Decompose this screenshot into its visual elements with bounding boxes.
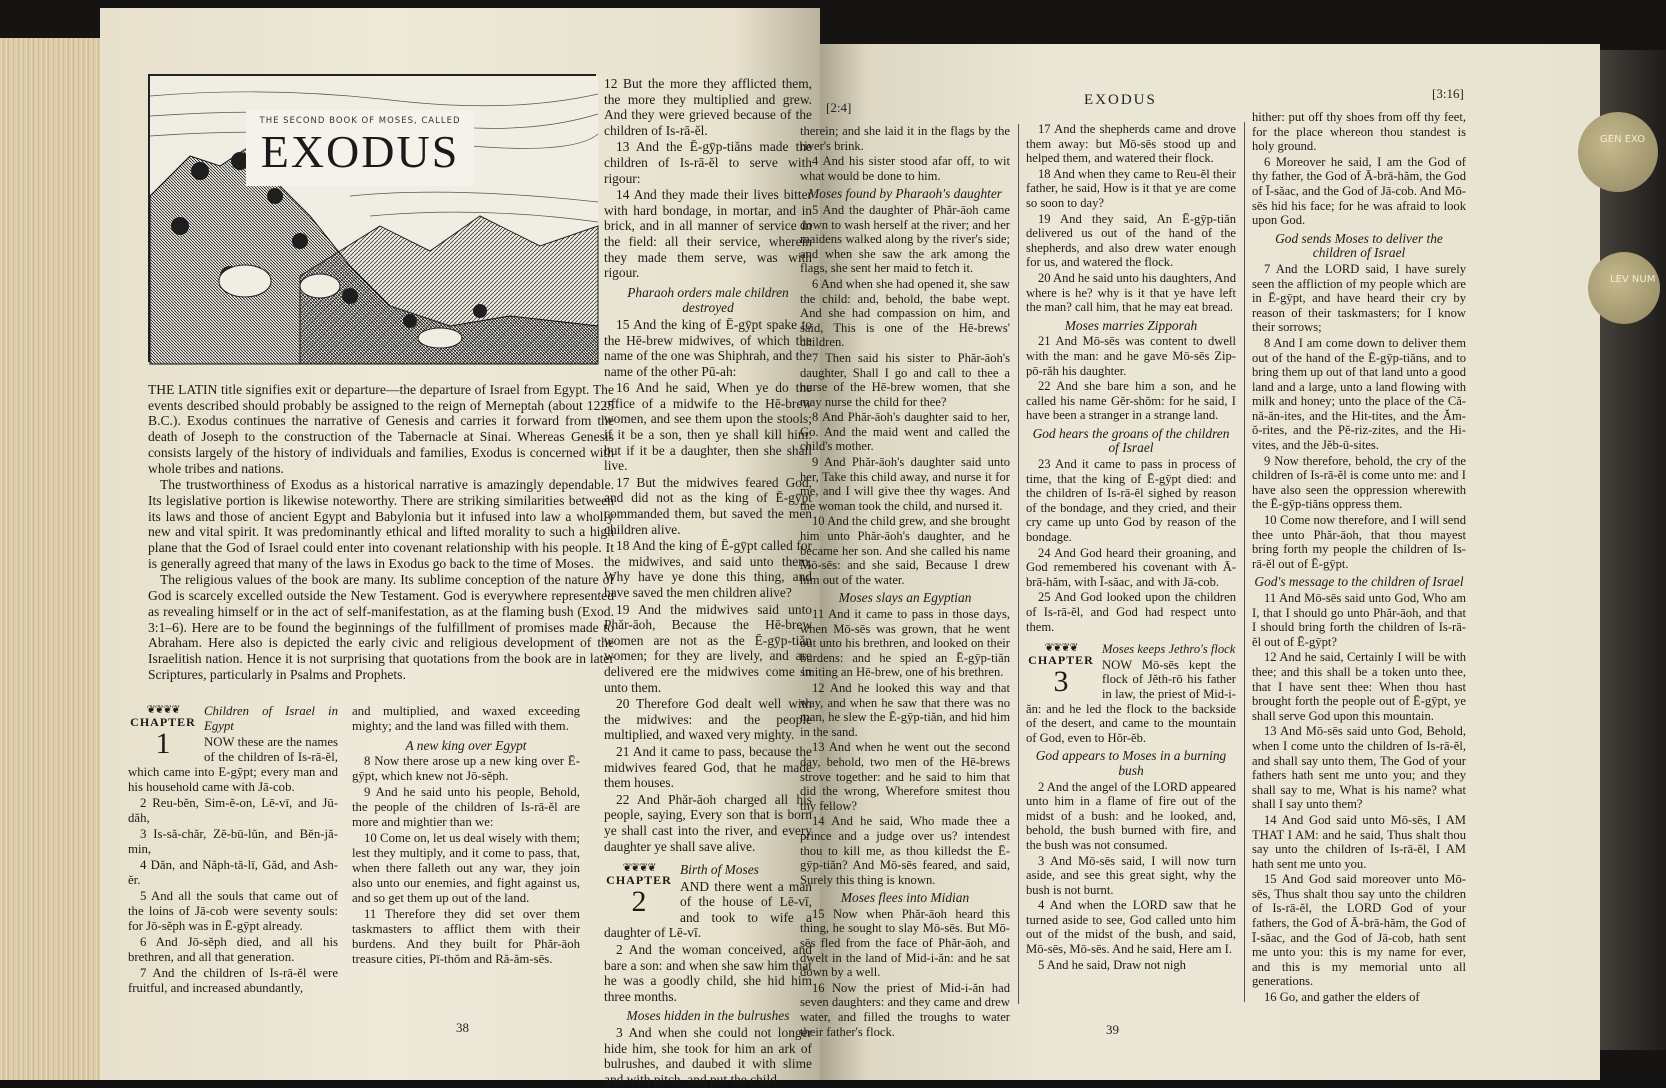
left-page-column-1 xyxy=(128,704,338,997)
left-page-column-2 xyxy=(352,704,580,968)
verse: 19 And the midwives said unto Phăr-āoh, Because the Hē-brew women are not as the Ē-gȳp-tiăn women; for they are lively, and are delivered ere the midwives come in unto them. xyxy=(604,601,812,695)
verse: 16 And he said, When ye do the office of a midwife to the Hē-brew women, and see them upon the stools; if it be a son, then ye shall kill him: but if it be a daughter, then she shall live. xyxy=(604,380,812,474)
verse: NOW Mō-sēs kept the flock of Jĕth-rō his father in law, the priest of Mid-i-ăn: and he led the flock to the backside of the desert, and came to the mountain of God, even to Hŏr-ĕb. xyxy=(1026,657,1236,745)
verse: 12 But the more they afflicted them, the more they multiplied and grew. And they were grieved because of the children of Is-rā-ĕl. xyxy=(604,76,812,138)
verse: 13 And the Ē-gȳp-tiăns made the children of Is-rā-ĕl to serve with rigour: xyxy=(604,139,812,186)
verse: 16 Now the priest of Mid-i-ăn had seven daughters: and they came and drew water, and filled the troughs to water their father's flock. xyxy=(800,980,1010,1039)
verse: 14 And God said unto Mō-sēs, I AM THAT I AM: and he said, Thus shalt thou say unto the children of Is-rā-ĕl, I AM hath sent me unto you. xyxy=(1252,812,1466,871)
running-head: EXODUS xyxy=(1084,92,1157,108)
book-cover-right xyxy=(1590,50,1666,1050)
verse: 22 And Phăr-āoh charged all his people, saying, Every son that is born ye shall cast into the river, and every daughter ye shall save alive. xyxy=(604,791,812,854)
verse: 25 And God looked upon the children of Is-rā-ĕl, and God had respect unto them. xyxy=(1026,590,1236,634)
section-heading: Pharaoh orders male children destroyed xyxy=(627,284,789,316)
verse: 18 And when they came to Reu-ĕl their father, he said, How is it that ye are come so soon to day? xyxy=(1026,166,1236,210)
section-heading: God's message to the children of Israel xyxy=(1254,574,1464,590)
verse: 9 Now therefore, behold, the cry of the children of Is-rā-ĕl is come unto me: and I have also seen the oppression wherewith the Ē-gȳp-tiăns oppress them. xyxy=(1252,453,1466,512)
verse: 11 And Mō-sēs said unto God, Who am I, that I should go unto Phăr-āoh, and that I should bring forth the children of Is-rā-ĕl out of Ē-gȳpt? xyxy=(1252,591,1466,649)
chapter-number: 2 xyxy=(631,885,647,919)
chapter-title: Moses keeps Jethro's flock xyxy=(1102,642,1236,657)
verse: 17 But the midwives feared God, and did not as the king of Ē-gȳpt commanded them, but saved the men children alive. xyxy=(604,474,812,537)
verse: 2 Reu-bĕn, Sim-ĕ-on, Lē-vī, and Jū-dăh, xyxy=(128,796,338,825)
book-title: EXODUS xyxy=(260,126,460,177)
book-title-box xyxy=(246,110,474,186)
chapter-title: Children of Israel in Egypt xyxy=(204,704,338,733)
chapter-ornament: ❦❦❦❦ xyxy=(622,862,656,875)
verse: 19 And they said, An Ē-gȳp-tiăn delivered us out of the hand of the shepherds, and also drew water enough for us, and watered the flock. xyxy=(1026,211,1236,270)
verse: 10 And the child grew, and she brought him unto Phăr-āoh's daughter, and he became her son. And she called his name Mō-sēs: and she said, Because I drew him out of the water. xyxy=(800,514,1010,587)
verse: 21 And Mō-sēs was content to dwell with the man: and he gave Mō-sēs Zip-pō-răh his daughter. xyxy=(1026,334,1236,378)
section-heading: Moses flees into Midian xyxy=(840,890,970,906)
chapter-verse-ref-right: [3:16] xyxy=(1432,86,1464,101)
verse: 23 And it came to pass in process of time, that the king of Ē-gȳpt died: and the children of Is-rā-ĕl sighed by reason of the bondage, and they cried, and their cry came up unto God by reason of the bondage. xyxy=(1026,457,1236,545)
verse: 3 And Mō-sēs said, I will now turn aside, and see this great sight, why the bush is not burnt. xyxy=(1026,853,1236,897)
verse: therein; and she laid it in the flags by the river's brink. xyxy=(800,124,1010,153)
verse: 14 And they made their lives bitter with hard bondage, in mortar, and in brick, and in all manner of service in the field: all their service, wherein they made them serve, was with rigour. xyxy=(604,187,812,281)
section-heading: God hears the groans of the children of Israel xyxy=(1032,425,1230,456)
verse: 17 And the shepherds came and drove them away: but Mō-sēs stood up and helped them, and watered their flock. xyxy=(1026,122,1236,166)
verse: 7 And the LORD said, I have surely seen the affliction of my people which are in Ē-gȳpt, and have heard their cry by reason of their taskmasters; for I know their sorrows; xyxy=(1252,261,1466,335)
verse: and multiplied, and waxed exceeding mighty; and the land was filled with them. xyxy=(352,704,580,733)
verse: 13 And Mō-sēs said unto God, Behold, when I come unto the children of Is-rā-ĕl, and shall say unto them, The God of your fathers hath sent me unto you; and they shall say to me, What is his name? what shall I say unto them? xyxy=(1252,724,1466,812)
chapter-ornament: ❦❦❦❦ xyxy=(146,704,180,716)
page-number-left: 38 xyxy=(456,1020,469,1035)
left-page xyxy=(100,8,820,1087)
right-page-column-3 xyxy=(1252,110,1466,1006)
verse: 13 And when he went out the second day, behold, two men of the Hē-brews strove together: and he said to him that did the wrong, Wherefore smitest thou thy fellow? xyxy=(800,740,1010,813)
chapter-ornament: ❦❦❦❦ xyxy=(1044,642,1078,655)
verse: 4 Dăn, and Năph-tă-lī, Găd, and Ash-ĕr. xyxy=(128,858,338,887)
verse: 20 Therefore God dealt well with the midwives: and the people multiplied, and waxed very mighty. xyxy=(604,696,812,743)
verse: 5 And he said, Draw not nigh xyxy=(1038,957,1186,972)
chapter-3-marker xyxy=(1026,642,1096,697)
verse: 2 And the angel of the LORD appeared unto him in a flame of fire out of the midst of a bush: and he looked, and, behold, the bush burned with fire, and the bush was not consumed. xyxy=(1026,779,1236,852)
verse: 9 And Phăr-āoh's daughter said unto her, Take this child away, and nurse it for me, and I will give thee thy wages. And the woman took the child, and nursed it. xyxy=(800,455,1010,513)
verse: 7 Then said his sister to Phăr-āoh's daughter, Shall I go and call to thee a nurse of the Hē-brew women, that she may nurse the child for thee? xyxy=(800,350,1010,409)
verse: NOW these are the names of the children of Is-rā-ĕl, which came into E-gȳpt; every man and his household came with Jā-cob. xyxy=(128,735,338,794)
verse: 2 And the woman conceived, and bare a son: and when she saw him that he was a goodly child, she hid him three months. xyxy=(604,942,812,1004)
book-introduction xyxy=(148,382,614,683)
verse: 9 And he said unto his people, Behold, the people of the children of Is-rā-ĕl are more and mightier than we: xyxy=(352,785,580,829)
chapter-number: 3 xyxy=(1053,665,1069,699)
verse: 5 And all the souls that came out of the loins of Jā-cob were seventy souls: for Jō-sĕph was in Ē-gȳpt already. xyxy=(128,889,338,933)
right-page xyxy=(800,44,1600,1080)
verse: 20 And he said unto his daughters, And where is he? why is it that ye have left the man? call him, that he may eat bread. xyxy=(1026,270,1236,315)
column-rule xyxy=(1018,124,1019,1004)
right-page-column-2 xyxy=(1026,122,1236,973)
chapter-word: CHAPTER xyxy=(606,873,672,888)
verse: 14 And he said, Who made thee a prince and a judge over us? intendest thou to kill me, as thou killedst the Ē-gȳp-tiăn? And Mō-sēs feared, and said, Surely this thing is known. xyxy=(800,814,1010,887)
verse: 3 And when she could not longer hide him, she took for him an ark of bulrushes, and daubed it with slime and with pitch, and put the child xyxy=(604,1025,812,1087)
verse: 7 And the children of Is-rā-ĕl were fruitful, and increased abundantly, xyxy=(128,966,338,995)
verse: 21 And it came to pass, because the midwives feared God, that he made them houses. xyxy=(604,743,812,791)
thumb-index-tab-genesis-exodus[interactable]: GEN EXO xyxy=(1578,112,1658,192)
verse: 6 And Jō-sĕph died, and all his brethren, and all that generation. xyxy=(128,935,338,964)
verse: 10 Come now therefore, and I will send thee unto Phăr-āoh, that thou mayest bring forth my people the children of Is-rā-ĕl out of Ē-gȳpt. xyxy=(1252,513,1466,571)
verse: 6 And when she had opened it, she saw the child: and, behold, the babe wept. And she had compassion on him, and said, This is one of the Hē-brews' children. xyxy=(800,276,1010,350)
verse: 5 And the daughter of Phăr-āoh came down to wash herself at the river; and her maidens walked along by the river's side; and when she saw the ark among the flags, she sent her maid to fetch it. xyxy=(800,202,1010,276)
section-heading: God sends Moses to deliver the children of Israel xyxy=(1275,230,1443,261)
chapter-title: Birth of Moses xyxy=(680,862,759,878)
verse: 15 Now when Phăr-āoh heard this thing, he sought to slay Mō-sēs. But Mō-sēs fled from the face of Phăr-āoh, and dwelt in the land of Mid-i-ăn: and he sat down by a well. xyxy=(800,906,1010,980)
intro-paragraph: THE LATIN title signifies exit or departure—the departure of Israel from Egypt. The events described should probably be assigned to the reign of Merneptah (about 1225 B.C.). Exodus continues the narrative of Genesis and carries it forward from the death of Joseph to the construction of the Tabernacle at Sinai. Whereas Genesis consists largely of the history of individuals and families, Exodus is concerned with whole tribes and nations. xyxy=(148,382,614,476)
verse: hither: put off thy shoes from off thy feet, for the place whereon thou standest is holy ground. xyxy=(1252,110,1466,154)
verse: 16 Go, and gather the elders of xyxy=(1264,990,1420,1005)
chapter-3-start xyxy=(1026,642,1236,972)
verse: 15 And God said moreover unto Mō-sēs, Thus shalt thou say unto the children of Is-rā-ĕl, the LORD God of your fathers, the God of Ā-brā-hăm, the God of Ī-săac, and the God of Jā-cob, hath sent me unto you: this is my name for ever, and this is my memorial unto all generations. xyxy=(1252,872,1466,989)
verse: 8 And Phăr-āoh's daughter said to her, Go. And the maid went and called the child's mother. xyxy=(800,410,1010,454)
chapter-2-marker xyxy=(604,862,674,917)
verse: 8 And I am come down to deliver them out of the hand of the Ē-gȳp-tiăns, and to bring them up out of that land unto a good land and a large, unto a land flowing with milk and honey; unto the place of the Că-nă-ăn-ites, and the Hit-tites, and the Ăm-ŏ-rites, and the Pĕ-riz-zites, and the Hi-vites, and the Jĕb-ū-sites. xyxy=(1252,335,1466,453)
verse: 11 And it came to pass in those days, when Mō-sēs was grown, that he went out unto his brethren, and looked on their burdens: and he spied an Ē-gȳp-tiăn smiting an Hē-brew, one of his brethren. xyxy=(800,607,1010,680)
verse: 12 And he said, Certainly I will be with thee; and this shall be a token unto thee, that I have sent thee: When thou hast brought forth the people out of Ē-gȳpt, ye shall serve God upon this mountain. xyxy=(1252,650,1466,723)
page-edges-left xyxy=(0,38,110,1080)
intro-paragraph: The religious values of the book are many. Its sublime conception of the nature of God is scarcely excelled outside the New Testament. God is everywhere represented as revealing himself or in the act of self-manifestation, as at the flaming bush (Exod. 3:1–6). Here are to be found the beginnings of the fulfillment of promises made to Abraham. Here also is depicted the early civic and religious development of the Israelitish nation. Hence it is not surprising that quotations from the book are in later Scriptures, particularly in Psalms and Prophets. xyxy=(148,572,614,682)
chapter-1-marker xyxy=(128,704,198,759)
section-heading: Moses marries Zipporah xyxy=(1064,317,1198,333)
section-heading: Moses found by Pharaoh's daughter xyxy=(807,186,1003,202)
verse: 10 Come on, let us deal wisely with them; lest they multiply, and it come to pass, that, when there falleth out any war, they join also unto our enemies, and fight against us, and so get them up out of the land. xyxy=(352,831,580,905)
verse: 18 And the king of Ē-gȳpt called for the midwives, and said unto them, Why have ye done this thing, and have saved the men children alive? xyxy=(604,538,812,600)
thumb-index-tab-leviticus-numbers[interactable]: LEV NUM xyxy=(1588,252,1660,324)
verse: 4 And his sister stood afar off, to wit what would be done to him. xyxy=(800,154,1010,183)
book-subtitle: THE SECOND BOOK OF MOSES, CALLED xyxy=(259,116,461,126)
column-rule xyxy=(1244,122,1245,1002)
page-number-right: 39 xyxy=(1106,1022,1119,1037)
verse: AND there went a man of the house of Lē-vī, and took to wife a daughter of Lē-vī. xyxy=(604,878,812,941)
verse: 3 Is-să-chăr, Zĕ-bū-lŭn, and Bĕn-jă-min, xyxy=(128,827,338,856)
verse: 12 And he looked this way and that way, and when he saw that there was no man, he slew the Ē-gȳp-tiăn, and hid him in the sand. xyxy=(800,680,1010,739)
chapter-word: CHAPTER xyxy=(1028,653,1094,668)
verse: 24 And God heard their groaning, and God remembered his covenant with Ā-brā-hăm, with Ī-săac, and with Jā-cob. xyxy=(1026,545,1236,589)
intro-paragraph: The trustworthiness of Exodus as a historical narrative is amazingly dependable. Its legislative portion is likewise noteworthy. There are striking similarities between its laws and those of ancient Egypt and Babylonia but it infused into law a wholly new and vital spirit. It was predominantly ethical and lifted morality to such a high plane that the God of Israel could enter into covenant relationship with his people. It is generally agreed that many of the laws in Exodus go back to the time of Moses. xyxy=(148,477,614,571)
verse: 15 And the king of Ē-gȳpt spake to the Hē-brew midwives, of which the name of the one was Shiphrah, and the name of the other Pū-ah: xyxy=(604,316,812,379)
right-page-column-1 xyxy=(800,124,1010,1040)
chapter-2-start xyxy=(604,862,812,1087)
exodus-illustration xyxy=(148,74,596,362)
verse: 8 Now there arose up a new king over Ē-gȳpt, which knew not Jō-sĕph. xyxy=(352,754,580,783)
verse: 11 Therefore they did set over them taskmasters to afflict them with their burdens. And they built for Phăr-āoh treasure cities, Pī-thŏm and Ră-ăm-sēs. xyxy=(352,907,580,966)
verse: 4 And when the LORD saw that he turned aside to see, God called unto him out of the midst of the bush, and said, Mō-sēs, Mō-sēs. And he said, Here am I. xyxy=(1026,898,1236,957)
section-heading: A new king over Egypt xyxy=(405,738,527,753)
verse: 6 Moreover he said, I am the God of thy father, the God of Ā-brā-hăm, the God of Ī-săac, and the God of Jā-cob. And Mō-sēs hid his face; for he was afraid to look upon God. xyxy=(1252,154,1466,228)
chapter-number: 1 xyxy=(155,727,171,760)
chapter-verse-ref-left: [2:4] xyxy=(826,100,852,115)
section-heading: God appears to Moses in a burning bush xyxy=(1035,748,1227,778)
left-page-column-3 xyxy=(604,76,812,1088)
section-heading: Moses slays an Egyptian xyxy=(838,590,972,606)
section-heading: Moses hidden in the bulrushes xyxy=(626,1008,790,1024)
verse: 22 And she bare him a son, and he called his name Gĕr-shŏm: for he said, I have been a stranger in a strange land. xyxy=(1026,379,1236,423)
chapter-word: CHAPTER xyxy=(130,715,196,729)
